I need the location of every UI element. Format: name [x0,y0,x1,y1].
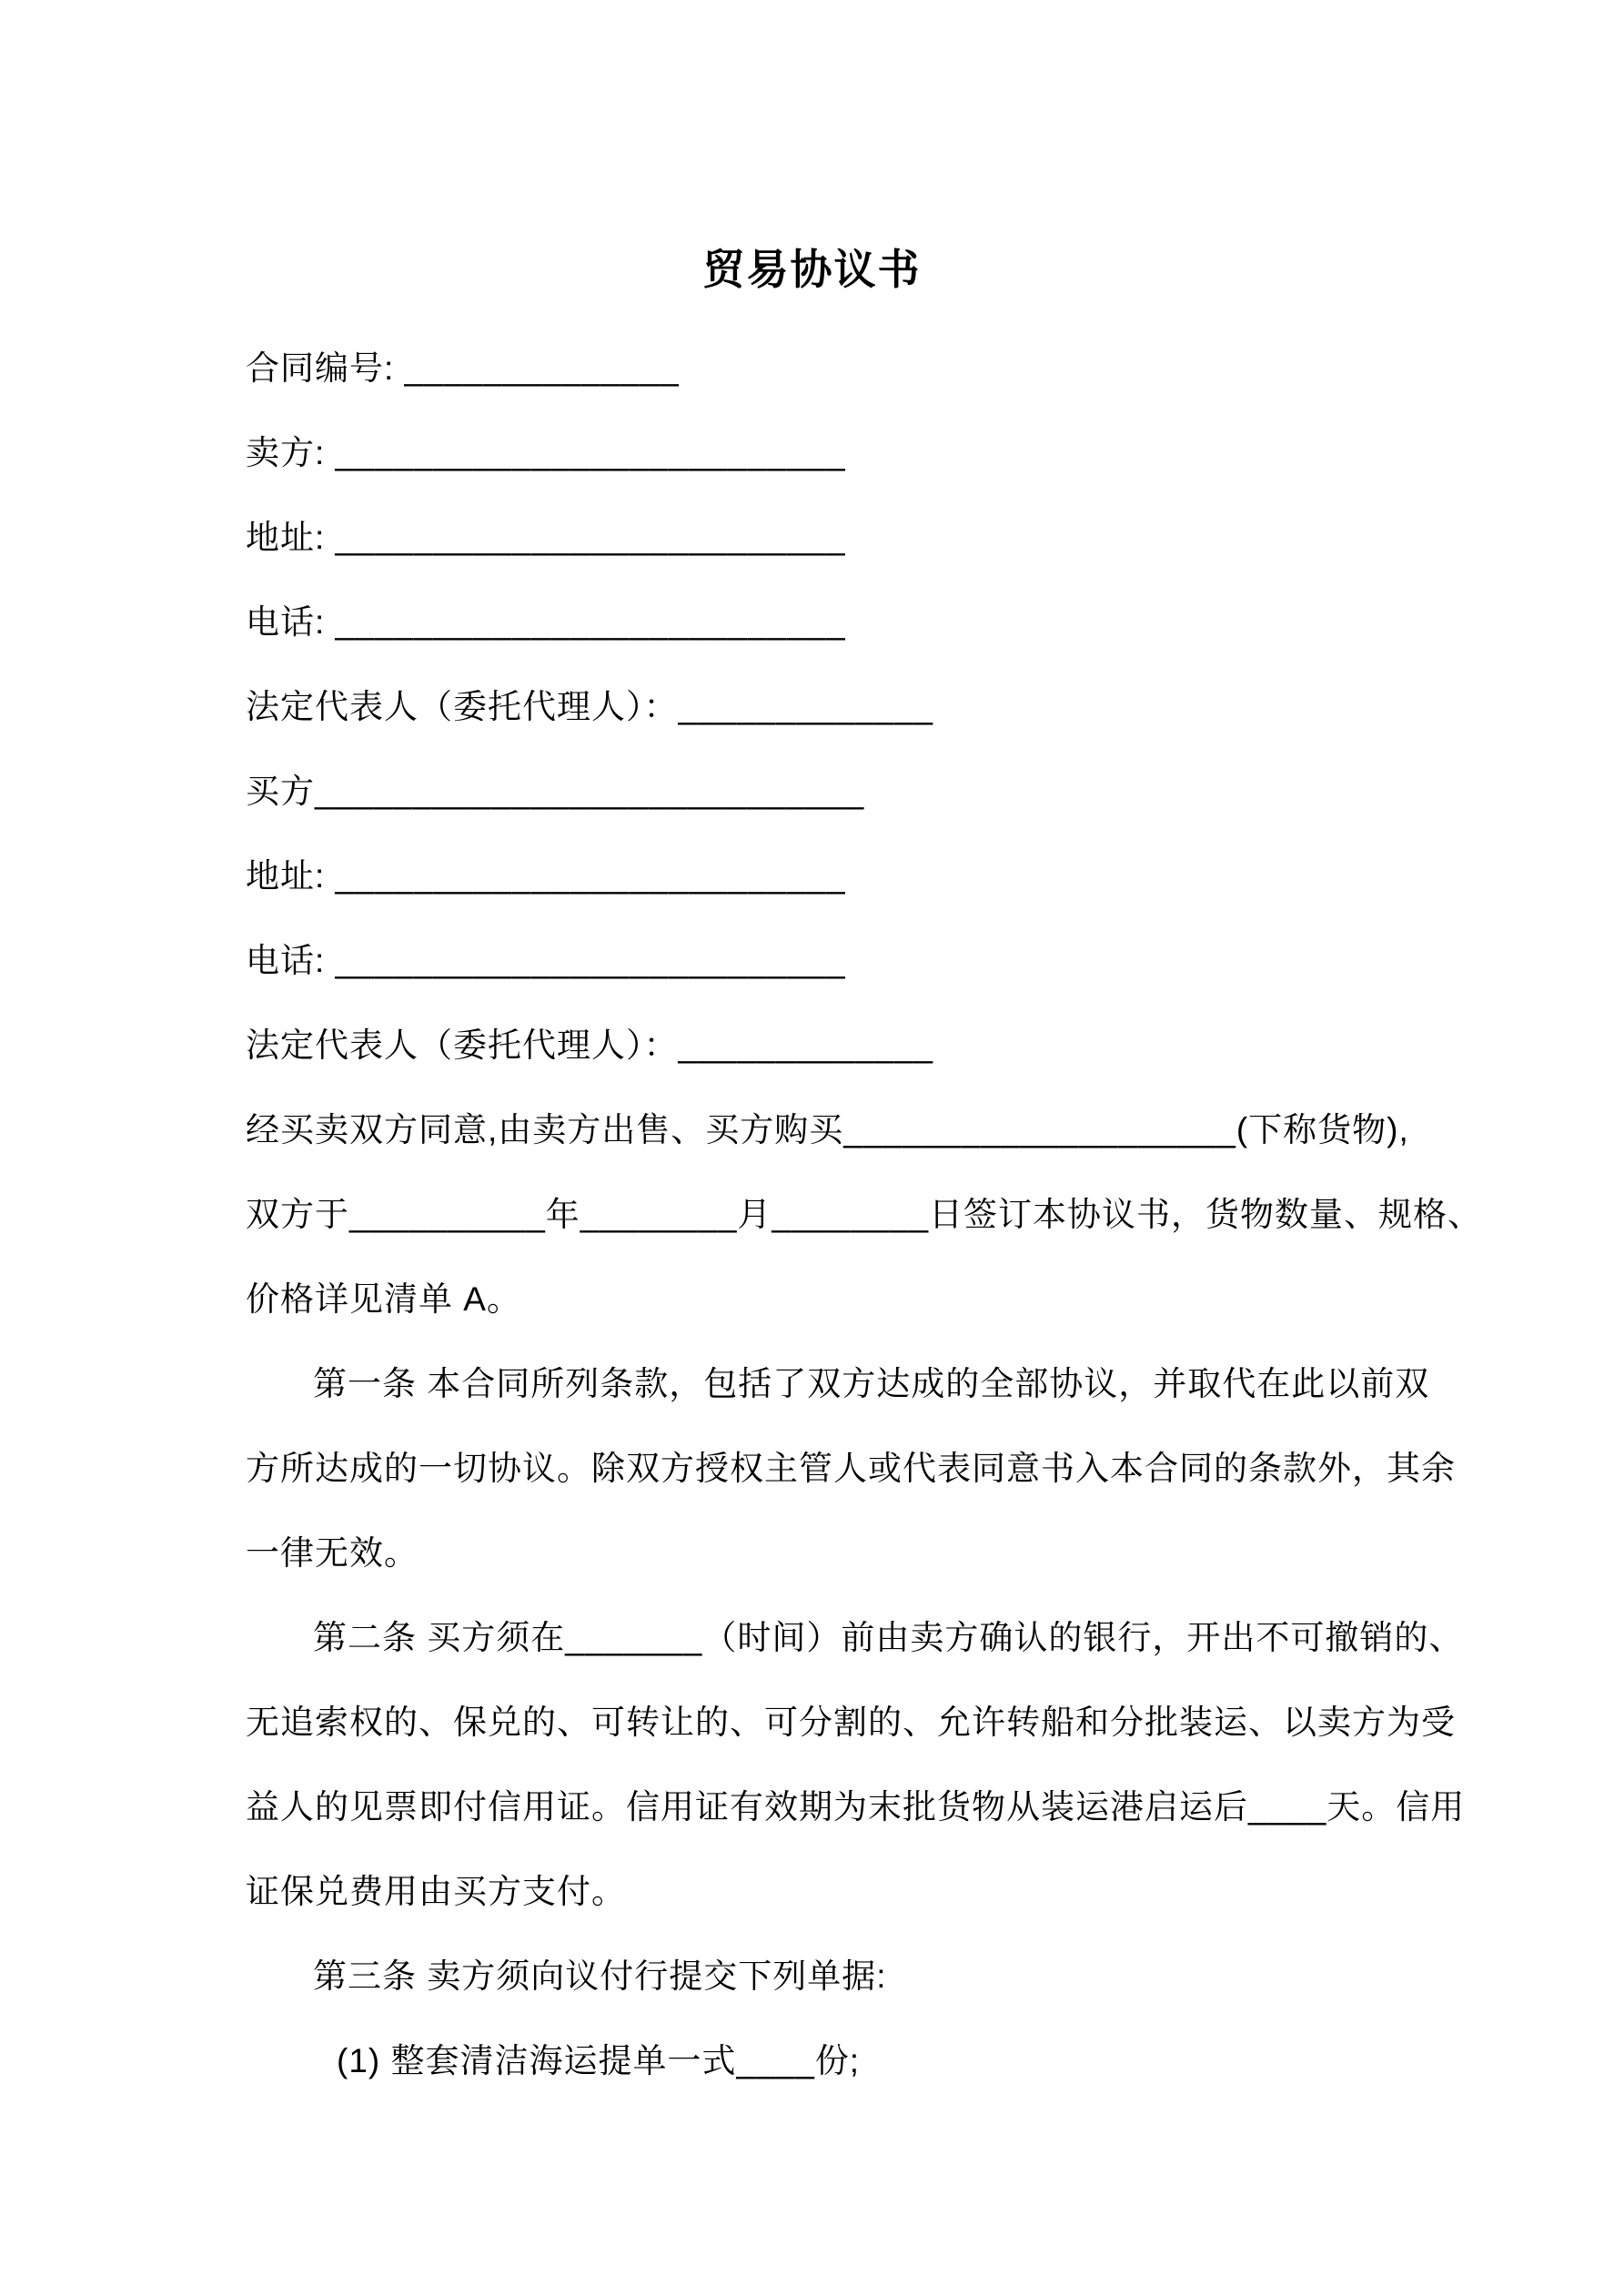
doc-line: (1) 整套清洁海运提单一式____份; [337,2042,861,2079]
doc-line: 证保兑费用由买方支付。 [246,1873,626,1910]
doc-line: 地址: __________________________ [246,519,846,556]
doc-line: 双方于__________年________月________日签订本协议书，货物数量、规格、 [246,1196,1483,1233]
doc-line: 电话: __________________________ [246,942,846,979]
doc-line: 无追索权的、保兑的、可转让的、可分割的、允许转船和分批装运、以卖方为受 [246,1704,1456,1741]
doc-line: 第二条 买方须在_______（时间）前由卖方确认的银行，开出不可撤销的、 [313,1619,1464,1656]
doc-line: 第三条 卖方须向议付行提交下列单据: [313,1957,887,1995]
document-body [246,326,1483,2103]
doc-line: 卖方: __________________________ [246,434,846,471]
doc-line: 益人的见票即付信用证。信用证有效期为末批货物从装运港启运后____天。信用 [246,1788,1466,1826]
doc-line: 法定代表人（委托代理人）：_____________ [246,1027,934,1064]
doc-line: 电话: __________________________ [246,603,846,641]
doc-line: 价格详见清单 A。 [246,1280,521,1318]
doc-line: 法定代表人（委托代理人）：_____________ [246,688,934,725]
doc-line: 买方____________________________ [246,773,865,810]
doc-line: 经买卖双方同意,由卖方出售、买方购买____________________(下称货物), [246,1111,1409,1148]
doc-line: 地址: __________________________ [246,857,846,895]
doc-line: 第一条 本合同所列条款，包括了双方达成的全部协议，并取代在此以前双 [313,1365,1430,1402]
document-title: 贸易协议书 [702,246,922,293]
doc-line: 合同编号: ______________ [246,349,680,387]
doc-line: 方所达成的一切协议。除双方授权主管人或代表同意书入本合同的条款外，其余 [246,1450,1456,1487]
doc-line: 一律无效。 [246,1534,419,1572]
